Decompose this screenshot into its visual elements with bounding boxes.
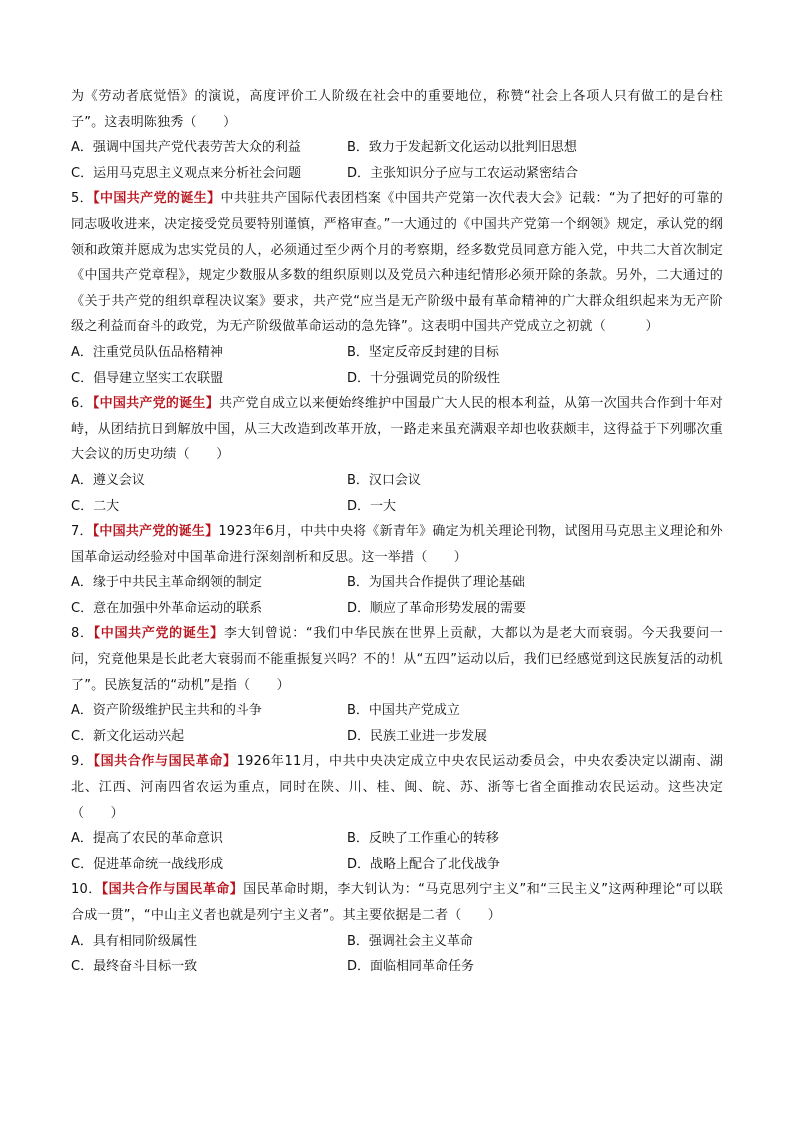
option-b[interactable]: B．致力于发起新文化运动以批判旧思想 [347,140,577,156]
option-c[interactable]: C．促进革命统一战线形成 [71,856,224,872]
question-number: 9． [71,754,94,770]
question-text: 1926年11月，中共中央决定成立中央农民运动委员会，中央农委决定以湖南、湖北、江西、河南四省农运为重点，同时在陕、川、桂、闽、皖、苏、浙等七省全面推动农民运动。这些决定（ ） [71,754,724,821]
question-number: 5． [71,191,94,207]
option-a[interactable]: A．具有相同阶级属性 [71,933,197,949]
exam-page [71,84,723,980]
question-4-options [71,135,723,186]
question-number: 8． [71,626,94,642]
question-stem [71,391,723,468]
option-b[interactable]: B．为国共合作提供了理论基础 [347,575,525,591]
option-d[interactable]: D．顺应了革命形势发展的需要 [347,600,527,616]
question-text: 国民革命时期，李大钊认为：“马克思列宁主义”和“三民主义”这两种理论“可以联合成一贯”，“中山主义者也就是列宁主义者”。其主要依据是二者（ ） [71,882,723,923]
option-d[interactable]: D．一大 [347,498,397,514]
question-options [71,698,723,749]
question-options [71,570,723,621]
question-stem [71,186,723,340]
question-options [71,826,723,877]
question-block [71,186,723,391]
question-block [71,877,723,979]
question-list [71,186,723,979]
question-text: 共产党自成立以来便始终维护中国最广大人民的根本利益，从第一次国共合作到十年对峙，从团结抗日到解放中国，从三大改造到改革开放，一路走来虽充满艰辛却也收获颇丰，这得益于下列哪次重大会议的历史功绩（ ） [71,396,723,463]
option-d[interactable]: D．战略上配合了北伐战争 [347,856,501,872]
option-b[interactable]: B．坚定反帝反封建的目标 [347,344,499,360]
option-b[interactable]: B．汉口会议 [347,472,421,488]
option-c[interactable]: C．最终奋斗目标一致 [71,959,198,975]
question-block [71,749,723,877]
option-c[interactable]: C．倡导建立坚实工农联盟 [71,370,224,386]
question-options [71,468,723,519]
question-stem [71,749,723,826]
option-a[interactable]: A．缘于中共民主革命纲领的制定 [71,575,262,591]
question-stem [71,877,723,928]
question-stem [71,519,723,570]
question-block [71,391,723,519]
option-b[interactable]: B．反映了工作重心的转移 [347,831,499,847]
question-text: 1923年6月，中共中央将《新青年》确定为机关理论刊物，试图用马克思主义理论和外国革命运动经验对中国革命进行深刻剖析和反思。这一举措（ ） [71,524,724,565]
option-d[interactable]: D．主张知识分子应与工农运动紧密结合 [347,165,579,181]
question-options [71,340,723,391]
option-a[interactable]: A．提高了农民的革命意识 [71,831,223,847]
topic-tag: 【中国共产党的诞生】 [93,626,224,642]
question-4-stem: 为《劳动者底觉悟》的演说，高度评价工人阶级在社会中的重要地位，称赞“社会上各项人只有做工的是台柱子”。这表明陈独秀（ ） [71,89,723,130]
question-options [71,929,723,980]
question-number: 10． [71,882,102,898]
topic-tag: 【国共合作与国民革命】 [101,882,244,898]
option-d[interactable]: D．民族工业进一步发展 [347,728,488,744]
question-text: 李大钊曾说：“我们中华民族在世界上贡献，大都以为是老大而衰弱。今天我要问一问，究竟他果是长此老大衰弱而不能重振复兴吗？不的！从“五四”运动以后，我们已经感觉到这民族复活的动机了”。民族复活的“动机”是指（ ） [71,626,723,693]
topic-tag: 【国共合作与国民革命】 [93,754,237,770]
option-a[interactable]: A．遵义会议 [71,472,145,488]
option-a[interactable]: A．注重党员队伍品格精神 [71,344,223,360]
option-d[interactable]: D．面临相同革命任务 [347,959,475,975]
option-b[interactable]: B．中国共产党成立 [347,703,460,719]
topic-tag: 【中国共产党的诞生】 [92,524,219,540]
question-stem [71,621,723,698]
question-block [71,519,723,621]
option-c[interactable]: C．意在加强中外革命运动的联系 [71,600,263,616]
topic-tag: 【中国共产党的诞生】 [92,396,219,412]
question-number: 7． [71,524,93,540]
question-block [71,621,723,749]
option-c[interactable]: C．运用马克思主义观点来分析社会问题 [71,165,302,181]
question-4-continued [71,84,723,186]
option-c[interactable]: C．新文化运动兴起 [71,728,185,744]
option-c[interactable]: C．二大 [71,498,120,514]
topic-tag: 【中国共产党的诞生】 [93,191,221,207]
question-text: 中共驻共产国际代表团档案《中国共产党第一次代表大会》记载：“为了把好的可靠的同志吸收进来，决定接受党员要特别谨慎，严格审查。”一大通过的《中国共产党第一个纲领》规定，承认党的纲领和政策并愿成为忠实党员的人，必须通过至少两个月的考察期，经多数党员同意方能入党，中共二大首次制定《中国共产党章程》，规定少数服从多数的组织原则以及党员六种违纪情形必须开除的条款。另外，二大通过的《关于共产党的组织章程决议案》要求，共产党“应当是无产阶级中最有革命精神的广大群众组织起来为无产阶级之利益而奋斗的政党，为无产阶级做革命运动的急先锋”。这表明中国共产党成立之初就（ ） [71,191,723,335]
question-number: 6． [71,396,93,412]
option-d[interactable]: D．十分强调党员的阶级性 [347,370,501,386]
option-a[interactable]: A．资产阶级维护民主共和的斗争 [71,703,262,719]
option-b[interactable]: B．强调社会主义革命 [347,933,473,949]
option-a[interactable]: A．强调中国共产党代表劳苦大众的利益 [71,140,301,156]
